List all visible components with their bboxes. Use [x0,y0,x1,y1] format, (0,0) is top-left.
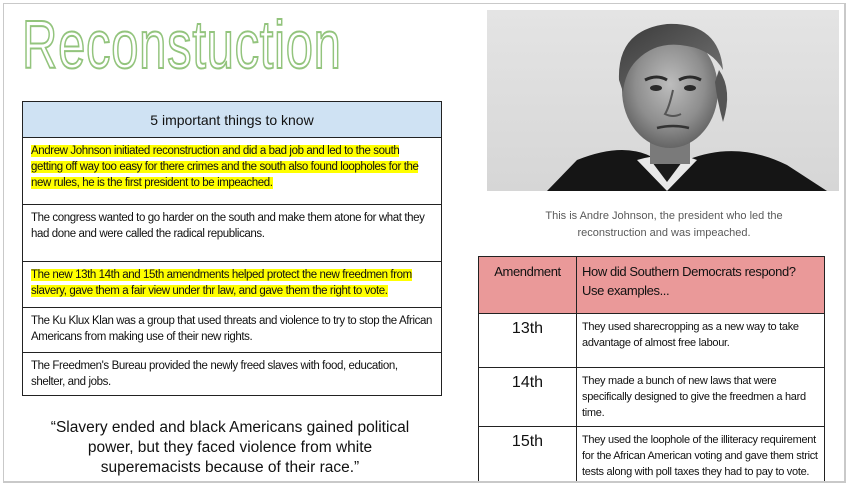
table-cell [23,262,442,308]
table-row [23,308,442,353]
table-row [479,368,825,427]
important-things-table [22,101,442,396]
table-cell: The congress wanted to go harder on the south and make them atone for what they had done and were called the radical republicans. [23,205,442,262]
slide [3,3,846,483]
response-column-header: How did Southern Democrats respond? Use examples... [577,257,825,314]
portrait-illustration [487,10,839,191]
table-row [479,427,825,484]
amendment-response: They made a bunch of new laws that were specifically designed to give the freedmen a hard time. [577,368,825,427]
amendment-number: 14th [479,368,577,427]
highlighted-text: Andrew Johnson initiated reconstruction and did a bad job and led to the south getting off way too easy for there crimes and the south also found loopholes for the new rules, he is the first president to be impeached. [31,145,419,189]
amendment-number: 13th [479,314,577,368]
amendment-response: They used the loophole of the illiteracy requirement for the African American voting and gave them strict tests along with poll taxes they had to pay to vote. [577,427,825,484]
portrait-photo [487,10,839,191]
amendments-table [478,256,825,483]
table-row [23,205,442,262]
portrait-caption: This is Andre Johnson, the president who led the reconstruction and was impeached. [545,210,783,239]
table-row [23,138,442,205]
highlighted-text: The new 13th 14th and 15th amendments helped protect the new freedmen from slavery, gave them a fair view under thr law, and gave them the right to vote. [31,269,412,297]
amendments-header-row [479,257,825,314]
slide-title: Reconstuction [22,7,342,83]
important-things-header: 5 important things to know [23,102,442,138]
amendment-number: 15th [479,427,577,484]
table-row [479,314,825,368]
table-cell: The Freedmen's Bureau provided the newly freed slaves with food, education, shelter, and jobs. [23,353,442,396]
table-row [23,262,442,308]
amendment-response: They used sharecropping as a new way to take advantage of almost free labour. [577,314,825,368]
quote-text: “Slavery ended and black Americans gained political power, but they faced violence from white superemacists because of their race.” [50,419,410,476]
table-row [23,353,442,396]
amendment-column-header: Amendment [479,257,577,314]
table-cell: The Ku Klux Klan was a group that used threats and violence to try to stop the African Americans from making use of their new rights. [23,308,442,353]
table-cell [23,138,442,205]
